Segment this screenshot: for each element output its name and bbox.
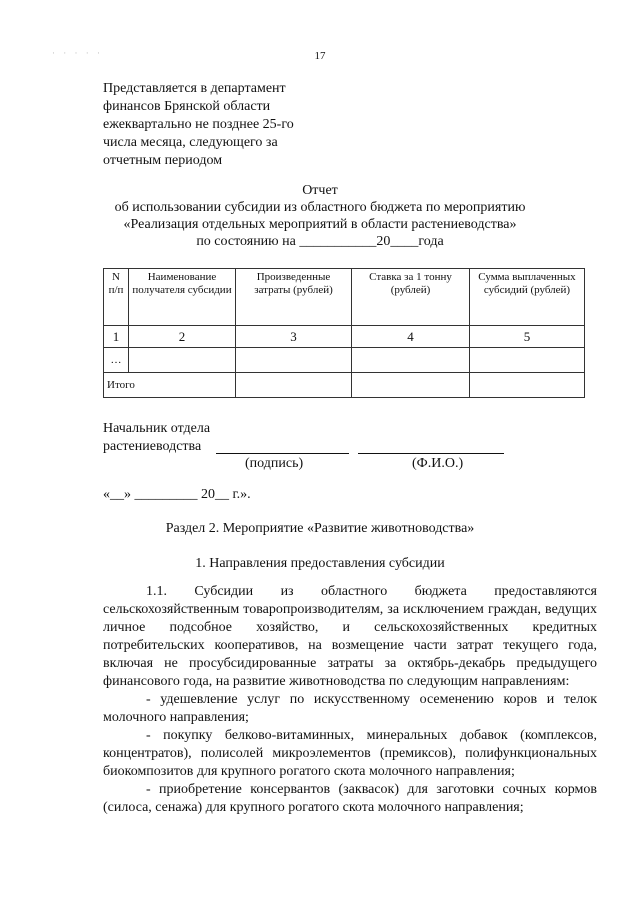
table-cell: 1 [104,326,129,348]
table-cell [470,373,585,398]
body-text [103,583,597,817]
signature-title: Начальник отдела [103,421,211,436]
report-title-line: «Реализация отдельных мероприятий в области растениеводства» [123,217,517,232]
table-cell [129,348,236,373]
date-line: «__» _________ 20__ г.». [103,487,251,502]
note-line: финансов Брянской области [103,99,271,114]
note-line: отчетным периодом [103,153,223,168]
table-cell: 5 [470,326,585,348]
table-cell: … [104,348,129,373]
signature-block [103,420,210,456]
table-header-cell: Ставка за 1 тонну (рублей) [352,269,470,326]
name-caption: (Ф.И.О.) [412,456,464,471]
table-cell: 3 [236,326,352,348]
table-row [104,348,585,373]
paragraph: 1.1. Субсидии из областного бюджета предоставляются сельскохозяйственным товаропроизводителям, за исключением граждан, ведущих личное подсобное хозяйство, и сельскохозяйственных кредитных потребительских кооперативов, на возмещение части затрат текущего года, включая не просубсидированные затраты за октябрь-декабрь предыдущего финансового года, на развитие животноводства по следующим направлениям: [103,584,597,689]
note-line: ежеквартально не позднее 25-го [103,117,294,132]
signature-line [216,453,349,454]
table-cell [236,373,352,398]
bullet-item: - удешевление услуг по искусственному осеменению коров и телок молочного направления; [103,692,597,725]
table-cell [236,348,352,373]
bullet-item: - приобретение консервантов (заквасок) для заготовки сочных кормов (силоса, сенажа) для крупного рогатого скота молочного направления; [103,782,597,815]
bullet-item: - покупку белково-витаминных, минеральных добавок (комплексов, концентратов), полисолей микроэлементов (премиксов), полифункциональных биокомпозитов для крупного рогатого скота молочного направления; [103,728,597,779]
table-header-cell: Произведенные затраты (рублей) [236,269,352,326]
report-title-line: по состоянию на ___________20____года [196,234,444,249]
margin-dots: · · · · · [52,48,103,58]
report-title [0,182,640,250]
report-table [103,268,585,398]
signature-caption: (подпись) [245,456,304,471]
table-header-cell: Наименование получателя субсидии [129,269,236,326]
page-number: 17 [314,50,326,62]
note-line: Представляется в департамент [103,81,286,96]
table-header-cell: N п/п [104,269,129,326]
signature-department: растениеводства [103,439,202,454]
submission-note [103,80,294,170]
section-title: Раздел 2. Мероприятие «Развитие животноводства» [165,521,475,536]
note-line: числа месяца, следующего за [103,135,278,150]
table-header-cell: Сумма выплаченных субсидий (рублей) [470,269,585,326]
table-cell: 4 [352,326,470,348]
table-total-label: Итого [104,373,236,398]
table-cell: 2 [129,326,236,348]
report-title-line: об использовании субсидии из областного бюджета по мероприятию [114,200,526,215]
subsection-title: 1. Направления предоставления субсидии [195,556,445,571]
name-line [358,453,504,454]
table-row [104,326,585,348]
table-cell [352,373,470,398]
table-header-row [104,269,585,326]
table-total-row [104,373,585,398]
report-title-line: Отчет [302,183,338,198]
table-cell [470,348,585,373]
table-cell [352,348,470,373]
